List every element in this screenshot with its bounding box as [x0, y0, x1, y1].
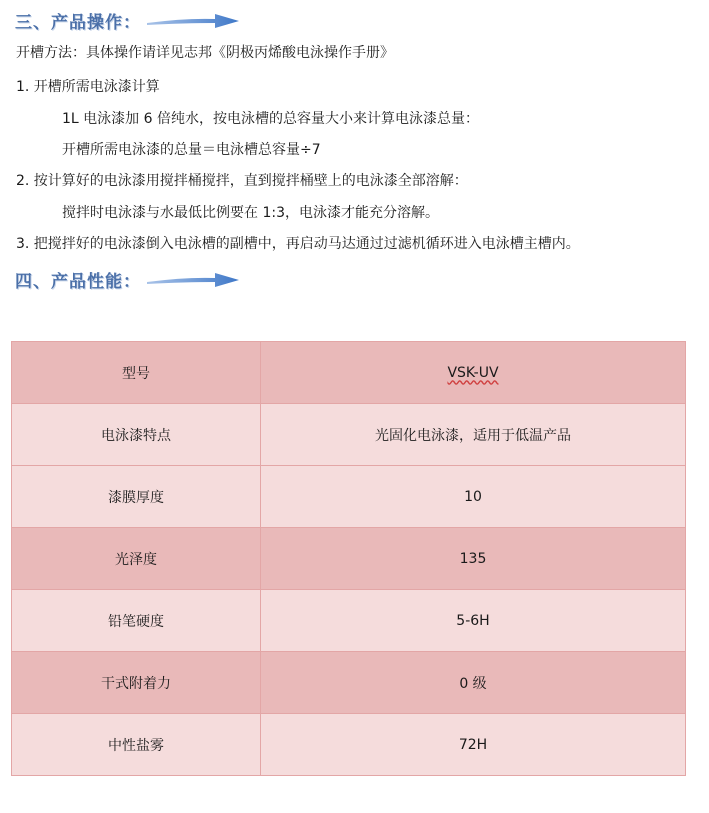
spec-value: 72H [261, 714, 686, 776]
arrow-right-icon [145, 271, 241, 289]
step-3: 3. 把搅拌好的电泳漆倒入电泳槽的副槽中，再启动马达通过过滤机循环进入电泳槽主槽内。 [16, 236, 580, 252]
spec-value [261, 342, 686, 404]
spec-key: 漆膜厚度 [12, 466, 261, 528]
step-1: 1. 开槽所需电泳漆计算 [16, 79, 160, 95]
spec-key: 型号 [12, 342, 261, 404]
operation-intro: 开槽方法：具体操作请详见志邦《阴极丙烯酸电泳操作手册》 [16, 45, 394, 61]
spec-key: 光泽度 [12, 528, 261, 590]
performance-table [11, 341, 686, 776]
spec-value: 0 级 [261, 652, 686, 714]
section-3-title: 三、产品操作： [15, 13, 141, 33]
spec-key: 中性盐雾 [12, 714, 261, 776]
step-2: 2. 按计算好的电泳漆用搅拌桶搅拌，直到搅拌桶壁上的电泳漆全部溶解： [16, 173, 468, 189]
table-row [12, 652, 686, 714]
table-row [12, 342, 686, 404]
spec-key: 干式附着力 [12, 652, 261, 714]
arrow-right-icon [145, 12, 241, 30]
section-4-title: 四、产品性能： [15, 272, 141, 292]
step-1-detail-b: 开槽所需电泳漆的总量＝电泳槽总容量÷7 [62, 142, 321, 158]
spec-key: 铅笔硬度 [12, 590, 261, 652]
model-value: VSK-UV [447, 364, 499, 381]
table-row [12, 590, 686, 652]
table-row [12, 404, 686, 466]
section-4-heading [15, 267, 241, 292]
spec-value: 10 [261, 466, 686, 528]
table-row [12, 528, 686, 590]
table-row [12, 714, 686, 776]
spec-value: 5-6H [261, 590, 686, 652]
spec-value: 135 [261, 528, 686, 590]
step-2-detail: 搅拌时电泳漆与水最低比例要在 1:3，电泳漆才能充分溶解。 [62, 205, 439, 221]
step-1-detail-a: 1L 电泳漆加 6 倍纯水，按电泳槽的总容量大小来计算电泳漆总量： [62, 111, 479, 127]
spec-key: 电泳漆特点 [12, 404, 261, 466]
table-row [12, 466, 686, 528]
section-3-heading [15, 8, 241, 33]
spec-value: 光固化电泳漆，适用于低温产品 [261, 404, 686, 466]
